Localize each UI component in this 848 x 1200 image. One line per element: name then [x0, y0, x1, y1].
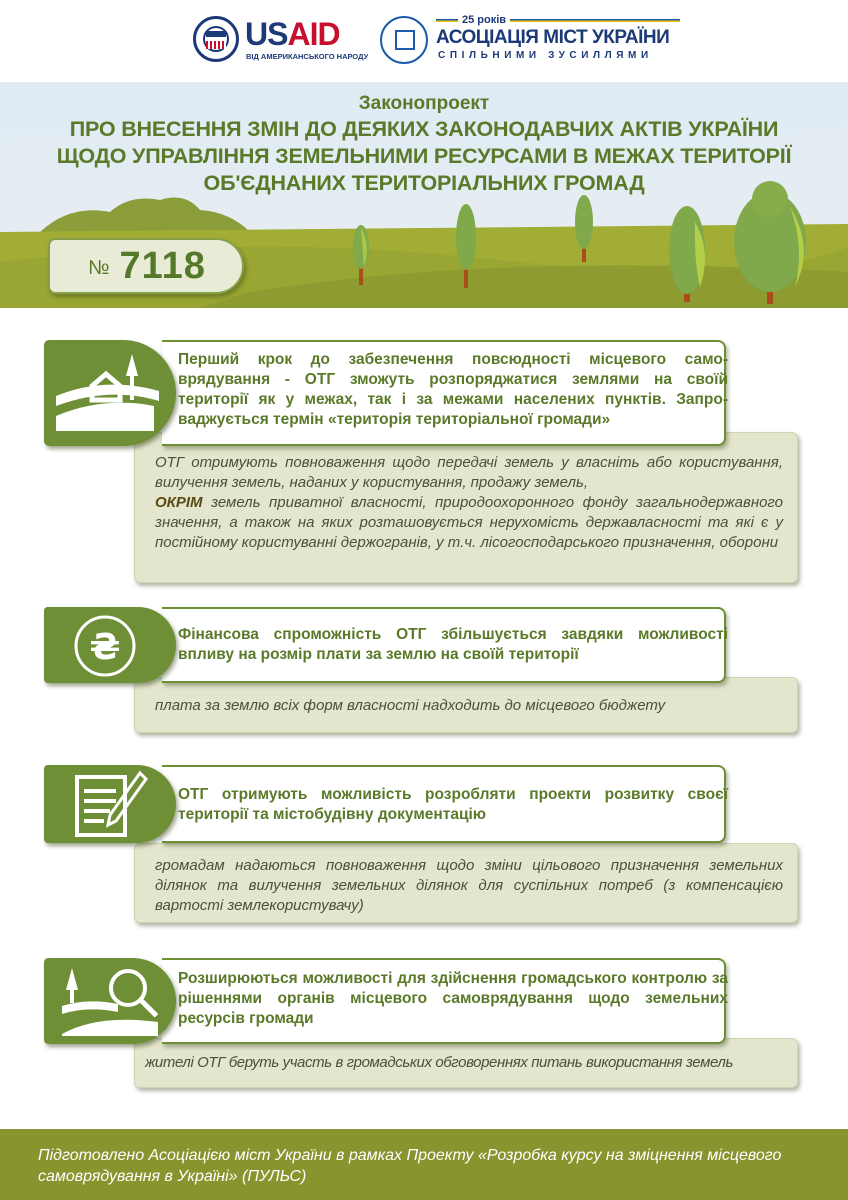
card-detail	[134, 432, 798, 583]
magnifier-landscape-icon	[58, 962, 168, 1040]
usaid-aid: AID	[287, 16, 340, 52]
card-finance	[44, 607, 820, 737]
bill-number-badge	[48, 238, 244, 294]
bill-title-line-2: ЩОДО УПРАВЛІННЯ ЗЕМЕЛЬНИМИ РЕСУРСАМИ В МЕЖАХ ТЕРИТОРІЇ	[56, 144, 792, 168]
card-icon-plate	[44, 340, 176, 446]
detail-pre: ОТГ отримують повноваження щодо передачі земель у власніть або користування, вилучення земель, наданих у користування, продажу земель,	[155, 454, 783, 491]
hero-text	[0, 92, 848, 197]
bill-title-line-1: ПРО ВНЕСЕННЯ ЗМІН ДО ДЕЯКИХ ЗАКОНОДАВЧИХ АКТІВ УКРАЇНИ	[69, 117, 779, 141]
detail-post: земель приватної власності, природоохоронного фонду загальнодержавного значення, а також на яких розташовується нерухомість державласності та які є у постійному користуванні держогранів, у т.ч. лісогосподарського призначення, оборони	[155, 494, 783, 551]
amu-seal-icon	[380, 16, 428, 64]
card-detail	[134, 843, 798, 923]
usaid-logo	[193, 14, 369, 70]
amu-anniversary	[436, 14, 680, 26]
card-headline: Перший крок до забезпечення повсюдності місцевого самоврядування - ОТГ зможуть розпоряджатися землями на своїй території як у межах, так і за межами населених пунктів. Запроваджується термін «територія територіальної громади»	[178, 351, 728, 428]
card-detail-text	[155, 453, 783, 553]
footer	[0, 1129, 848, 1200]
usaid-tagline: ВІД АМЕРИКАНСЬКОГО НАРОДУ	[246, 52, 369, 61]
number-sign: №	[88, 256, 110, 279]
amu-subtitle: СПІЛЬНИМИ ЗУСИЛЛЯМИ	[438, 50, 653, 61]
svg-text:₴: ₴	[89, 627, 121, 668]
usaid-wordmark	[245, 18, 340, 50]
footer-credit: Підготовлено Асоціацією міст України в рамках Проекту «Розробка курсу на зміцнення місцевого самоврядування в Україні» (ПУЛЬС)	[38, 1147, 782, 1185]
card-detail	[134, 1038, 798, 1088]
landscape-house-tree-icon	[54, 346, 164, 438]
card-headline: Фінансова спроможність ОТГ збільшується завдяки можливості впливу на розмір плати за землю на своїй території	[178, 626, 728, 663]
card-control	[44, 958, 820, 1093]
card-detail-text: жителі ОТГ беруть участь в громадських обговореннях питань використання земель	[145, 1054, 733, 1071]
card-headline: Розширюються можливості для здійснення громадського контролю за рішеннями органів місцевого самоврядування щодо земельних ресурсів громади	[178, 970, 728, 1027]
card-icon-plate	[44, 765, 176, 843]
bill-number: 7118	[119, 244, 206, 287]
amu-logo	[380, 14, 670, 70]
hryvnia-coin-icon	[72, 613, 138, 679]
card-icon-plate	[44, 607, 176, 683]
document-pen-icon	[74, 769, 150, 839]
card-detail-text: громадам надаються повноваження щодо зміни цільового призначення земельних ділянок та вилучення земельних ділянок для суспільних потреб (з компенсацією вартості землекористувачу)	[155, 857, 783, 914]
amu-title: АСОЦІАЦІЯ МІСТ УКРАЇНИ	[436, 27, 670, 48]
usaid-seal-icon	[193, 16, 239, 62]
hero-banner	[0, 82, 848, 308]
detail-emphasis: ОКРІМ	[155, 494, 203, 511]
bill-title-line-3: ОБ'ЄДНАНИХ ТЕРИТОРІАЛЬНИХ ГРОМАД	[203, 171, 645, 195]
header-logos	[0, 14, 848, 74]
card-planning	[44, 765, 820, 925]
card-detail-text: плата за землю всіх форм власності надходить до місцевого бюджету	[155, 697, 666, 714]
card-icon-plate	[44, 958, 176, 1044]
document-type: Законопроект	[358, 93, 490, 114]
card-detail	[134, 677, 798, 733]
card-headline: ОТГ отримують можливість розробляти проекти розвитку своєї території та містобудівну документацію	[178, 786, 728, 823]
amu-anniversary-text: 25 років	[462, 14, 507, 26]
card-territory	[44, 340, 820, 585]
usaid-us: US	[245, 16, 288, 52]
